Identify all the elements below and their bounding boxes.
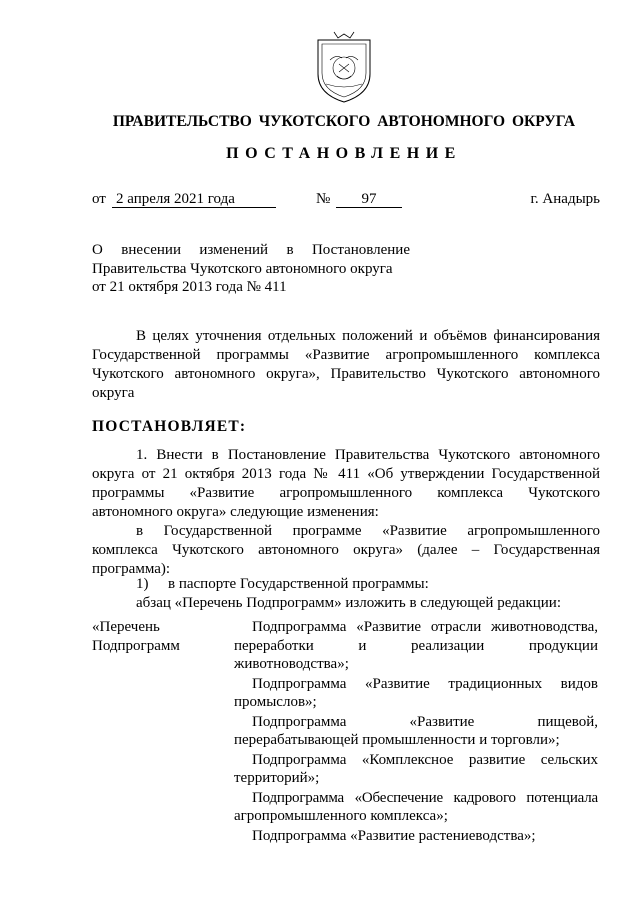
coat-of-arms-emblem bbox=[312, 28, 376, 104]
subprogram-line: Подпрограмма «Развитие традиционных видов bbox=[252, 675, 598, 692]
table-label-cell bbox=[92, 618, 222, 655]
subprogram-line: Подпрограмма «Развитие растениеводства»; bbox=[252, 827, 536, 844]
subprogram-line: Подпрограмма «Развитие отрасли животноводства, bbox=[252, 619, 598, 635]
date-field bbox=[112, 190, 276, 208]
resolves-heading: ПОСТАНОВЛЯЕТ: bbox=[92, 418, 247, 435]
subprogram-line: животноводства»; bbox=[234, 656, 349, 672]
number-label: № bbox=[316, 191, 331, 207]
subprogram-line: переработки и реализации продукции bbox=[234, 637, 598, 654]
subprogram-entry bbox=[234, 751, 598, 788]
table-value-cell bbox=[234, 618, 598, 846]
subprogram-line: Подпрограмма «Обеспечение кадрового потенциала bbox=[252, 789, 598, 806]
sub-in-line: в Государственной программе «Развитие агропромышленного bbox=[136, 523, 600, 539]
date-label: от bbox=[92, 191, 106, 207]
subprogram-entry bbox=[234, 675, 598, 712]
date-value: 2 апреля 2021 года bbox=[112, 191, 276, 208]
subprogram-line: Подпрограмма «Комплексное развитие сельских bbox=[252, 751, 598, 768]
preamble-line: Чукотского автономного округа», Правительство Чукотского автономного bbox=[92, 366, 600, 382]
point-1-line: автономного округа» следующие изменения: bbox=[92, 504, 379, 520]
preamble-line: Государственной программы «Развитие агропромышленного комплекса bbox=[92, 347, 600, 363]
sub-in-line: комплекса Чукотского автономного округа» (далее – Государственная bbox=[92, 542, 600, 558]
decree-subject bbox=[92, 241, 410, 297]
subprogram-line: территорий»; bbox=[234, 770, 320, 786]
preamble-line: В целях уточнения отдельных положений и объёмов финансирования bbox=[136, 328, 600, 344]
subprogram-entry bbox=[234, 618, 598, 674]
subprogram-entry bbox=[234, 713, 598, 750]
subprogram-entry bbox=[234, 789, 598, 826]
subitem-number: 1) bbox=[136, 576, 149, 592]
subprogram-line: промыслов»; bbox=[234, 694, 317, 710]
number-value: 97 bbox=[336, 191, 402, 208]
subitem-text: в паспорте Государственной программы: bbox=[168, 576, 429, 592]
table-label-line: Подпрограмм bbox=[92, 637, 180, 654]
point-1-line: округа от 21 октября 2013 года № 411 «Об утверждении Государственной bbox=[92, 466, 600, 482]
subject-line: Правительства Чукотского автономного округа bbox=[92, 260, 393, 277]
preamble-line: округа bbox=[92, 385, 135, 401]
subprogram-entry bbox=[234, 827, 598, 846]
city-name: г. Анадырь bbox=[530, 191, 600, 207]
preamble-paragraph bbox=[92, 327, 600, 403]
government-title: ПРАВИТЕЛЬСТВО ЧУКОТСКОГО АВТОНОМНОГО ОКРУГА bbox=[112, 113, 576, 130]
point-1-paragraph bbox=[92, 446, 600, 522]
sub-in-line: программа): bbox=[92, 561, 171, 577]
subprogram-line: Подпрограмма «Развитие пищевой, bbox=[252, 713, 598, 730]
number-field bbox=[336, 190, 402, 208]
subprogram-line: перерабатывающей промышленности и торговли»; bbox=[234, 732, 560, 748]
subprogram-line: агропромышленного комплекса»; bbox=[234, 808, 448, 824]
sub-in-paragraph bbox=[92, 522, 600, 579]
subject-line: от 21 октября 2013 года № 411 bbox=[92, 279, 287, 295]
table-label-line: «Перечень bbox=[92, 619, 160, 635]
abzac-text: абзац «Перечень Подпрограмм» изложить в следующей редакции: bbox=[136, 595, 561, 611]
subject-line: О внесении изменений в Постановление bbox=[92, 242, 410, 258]
point-1-line: программы «Развитие агропромышленного комплекса Чукотского bbox=[92, 485, 600, 501]
document-type-title: ПОСТАНОВЛЕНИЕ bbox=[226, 145, 462, 162]
point-1-line: 1. Внести в Постановление Правительства Чукотского автономного bbox=[136, 447, 600, 463]
